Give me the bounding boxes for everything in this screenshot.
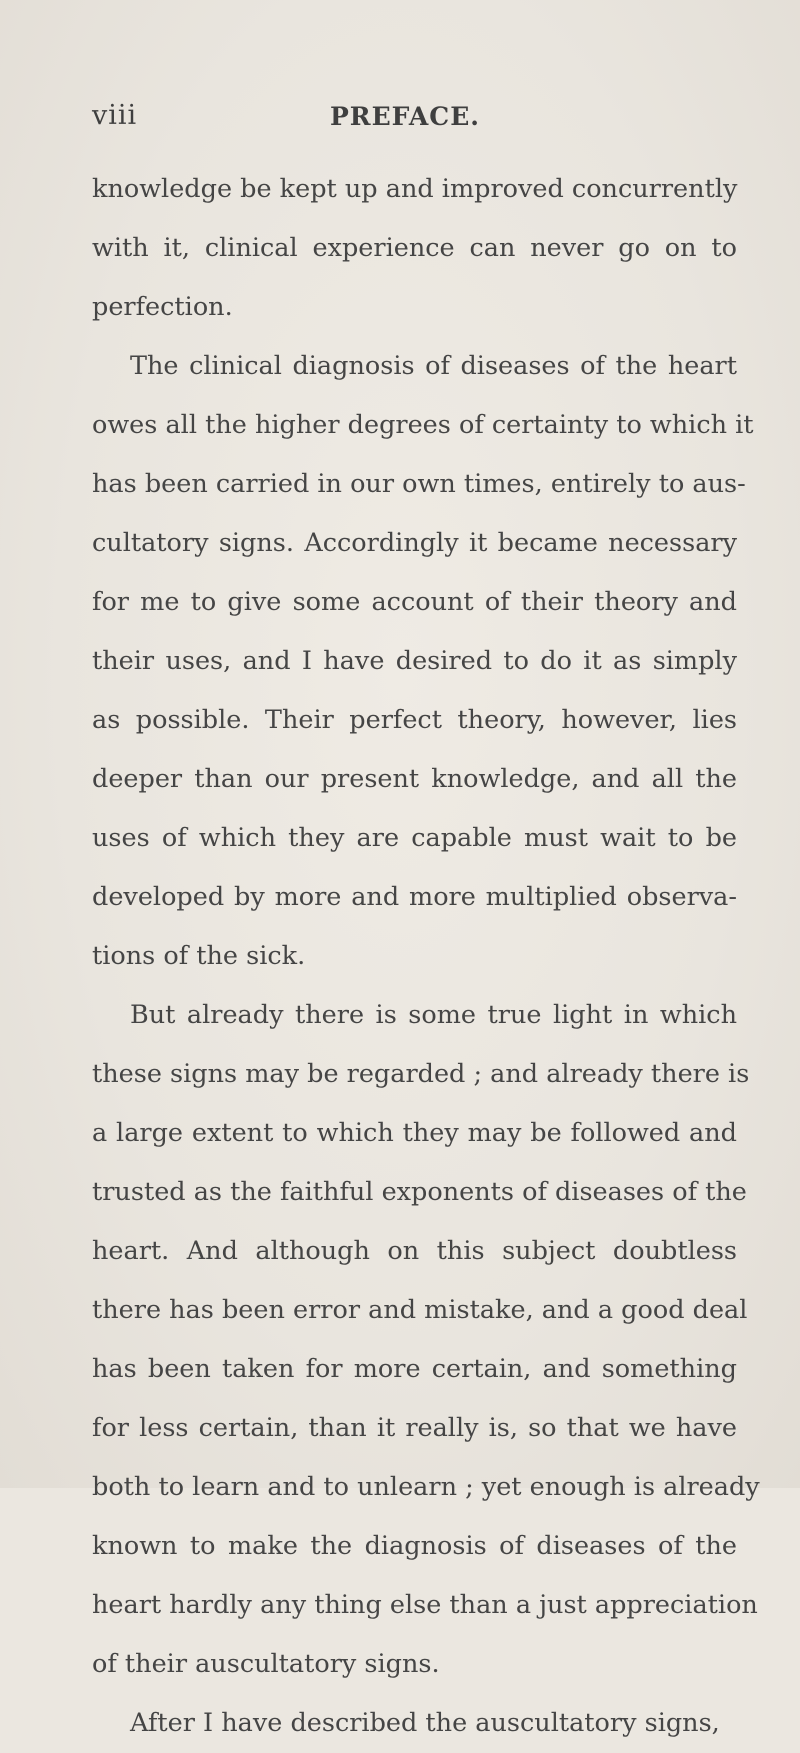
text-line: owes all the higher degrees of certainty to which it (92, 410, 754, 440)
body-text (92, 160, 760, 1753)
text-line: deeper than our present knowledge, and all the (92, 764, 737, 794)
text-line: But already there is some true light in which (130, 1000, 737, 1030)
text-line: has been carried in our own times, entirely to aus- (92, 469, 746, 499)
text-line: trusted as the faithful exponents of diseases of the (92, 1177, 747, 1207)
text-line: perfection. (92, 292, 233, 322)
page-header (0, 100, 800, 140)
running-head: PREFACE. (330, 102, 480, 131)
text-line: there has been error and mistake, and a good deal (92, 1295, 748, 1325)
text-line: cultatory signs. Accordingly it became necessary (92, 528, 737, 558)
text-line: for less certain, than it really is, so that we have (92, 1413, 737, 1443)
text-line: for me to give some account of their theory and (92, 587, 737, 617)
text-line: known to make the diagnosis of diseases of the (92, 1531, 737, 1561)
text-line: has been taken for more certain, and something (92, 1354, 737, 1384)
text-line: The clinical diagnosis of diseases of the heart (130, 351, 737, 381)
text-line: both to learn and to unlearn ; yet enough is already (92, 1472, 760, 1502)
text-line: heart. And although on this subject doubtless (92, 1236, 737, 1266)
text-line: heart hardly any thing else than a just appreciation (92, 1590, 758, 1620)
text-line: as possible. Their perfect theory, however, lies (92, 705, 737, 735)
page-number: viii (92, 100, 138, 131)
text-line: their uses, and I have desired to do it as simply (92, 646, 737, 676)
text-line: knowledge be kept up and improved concurrently (92, 174, 738, 204)
text-line: uses of which they are capable must wait to be (92, 823, 737, 853)
text-line: After I have described the auscultatory signs, (130, 1708, 720, 1738)
text-line: tions of the sick. (92, 941, 306, 971)
text-line: of their auscultatory signs. (92, 1649, 440, 1679)
text-line: developed by more and more multiplied observa- (92, 882, 737, 912)
text-line: with it, clinical experience can never go on to (92, 233, 737, 263)
text-line: a large extent to which they may be followed and (92, 1118, 737, 1148)
text-line: these signs may be regarded ; and already there is (92, 1059, 750, 1089)
